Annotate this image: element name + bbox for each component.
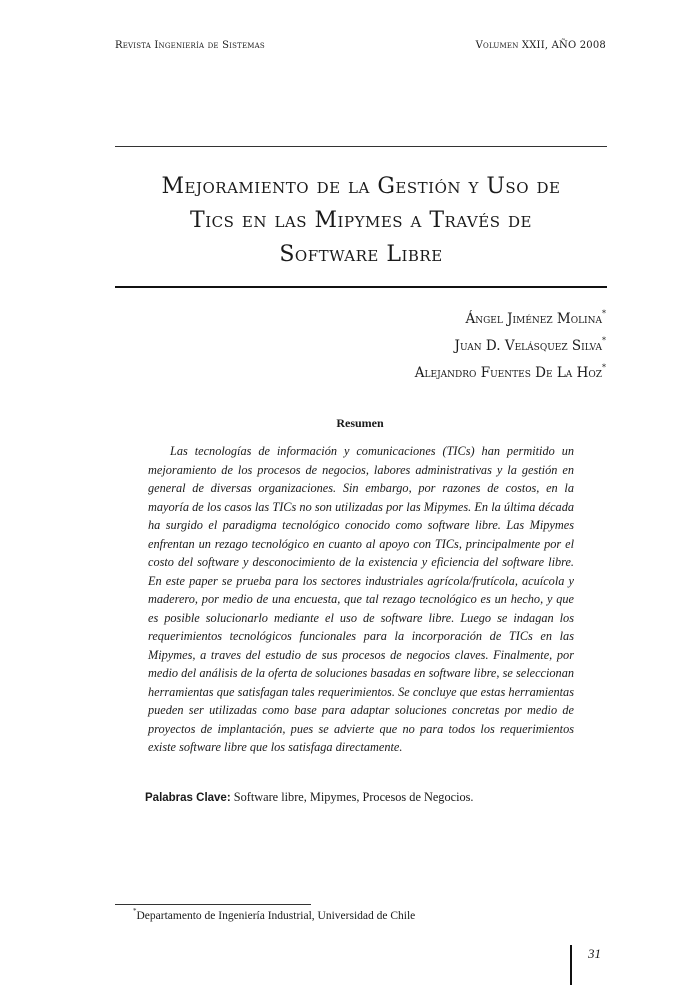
running-head [115,40,606,51]
author-2 [415,330,606,357]
footnote-mark: * [133,907,137,915]
author-name: Alejandro Fuentes De La Hoz [414,365,602,381]
author-name: Ángel Jiménez Molina [465,311,602,327]
author-footnote-mark: * [602,363,606,372]
title-line-1: Mejoramiento de la Gestión y Uso de [161,174,561,199]
page-number: 31 [588,946,601,961]
keywords [145,790,585,805]
paper-title [115,170,607,272]
page-number-bar [570,945,572,985]
author-list [415,303,606,384]
volume-info: Volumen XXII, AÑO 2008 [475,40,606,51]
abstract-text: Las tecnologías de información y comunicaciones (TICs) han permitido un mejoramiento de los procesos de negocios, labores administrativas y la gestión en general de diversas organizaciones. Sin embargo, por razones de costos, en la mayoría de los casos las TICs no son utilizadas por las Mipymes. En la última década ha surgido el paradigma tecnológico conocido como software libre. Las Mipymes enfrentan un rezago tecnológico en cuanto al apoyo con TICs, principalmente por el costo del software y desconocimiento de la existencia y eficiencia del software libre. En este paper se prueba para los sectores industriales agrícola/frutícola, acuícola y maderero, por medio de una encuesta, que tal rezago tecnológico es un hecho, y que es posible solucionarlo mediante el uso de software libre. Luego se indagan los requerimientos tecnológicos funcionales para la incorporación de TICs en las Mipymes, a traves del estudio de sus procesos de negocios claves. Finalmente, por medio del análisis de la oferta de soluciones basadas en software libre, se seleccionan herramientas que satisfagan tales requerimientos. Se concluye que estas herramientas pueden ser utilizadas como base para adaptar soluciones concretas por medio de proyectos de implantación, pues se advierte que no para todos los requerimientos existe software libre que los satisfaga directamente. [148,444,574,754]
author-1 [415,303,606,330]
journal-name: Revista Ingeniería de Sistemas [115,40,265,51]
author-3 [415,357,606,384]
title-top-rule [115,146,607,147]
author-name: Juan D. Velásquez Silva [454,338,602,354]
footnote [133,907,415,922]
abstract-heading: Resumen [336,416,384,430]
title-line-3: Software Libre [279,242,443,267]
keywords-label: Palabras Clave: [145,792,231,804]
title-bottom-rule [115,286,607,288]
title-line-2: Tics en las Mipymes a Través de [190,208,532,233]
author-footnote-mark: * [602,336,606,345]
footnote-text: Departamento de Ingeniería Industrial, Universidad de Chile [136,910,416,922]
keywords-value: Software libre, Mipymes, Procesos de Negocios. [233,790,474,804]
footnote-rule [115,904,311,905]
author-footnote-mark: * [602,309,606,318]
